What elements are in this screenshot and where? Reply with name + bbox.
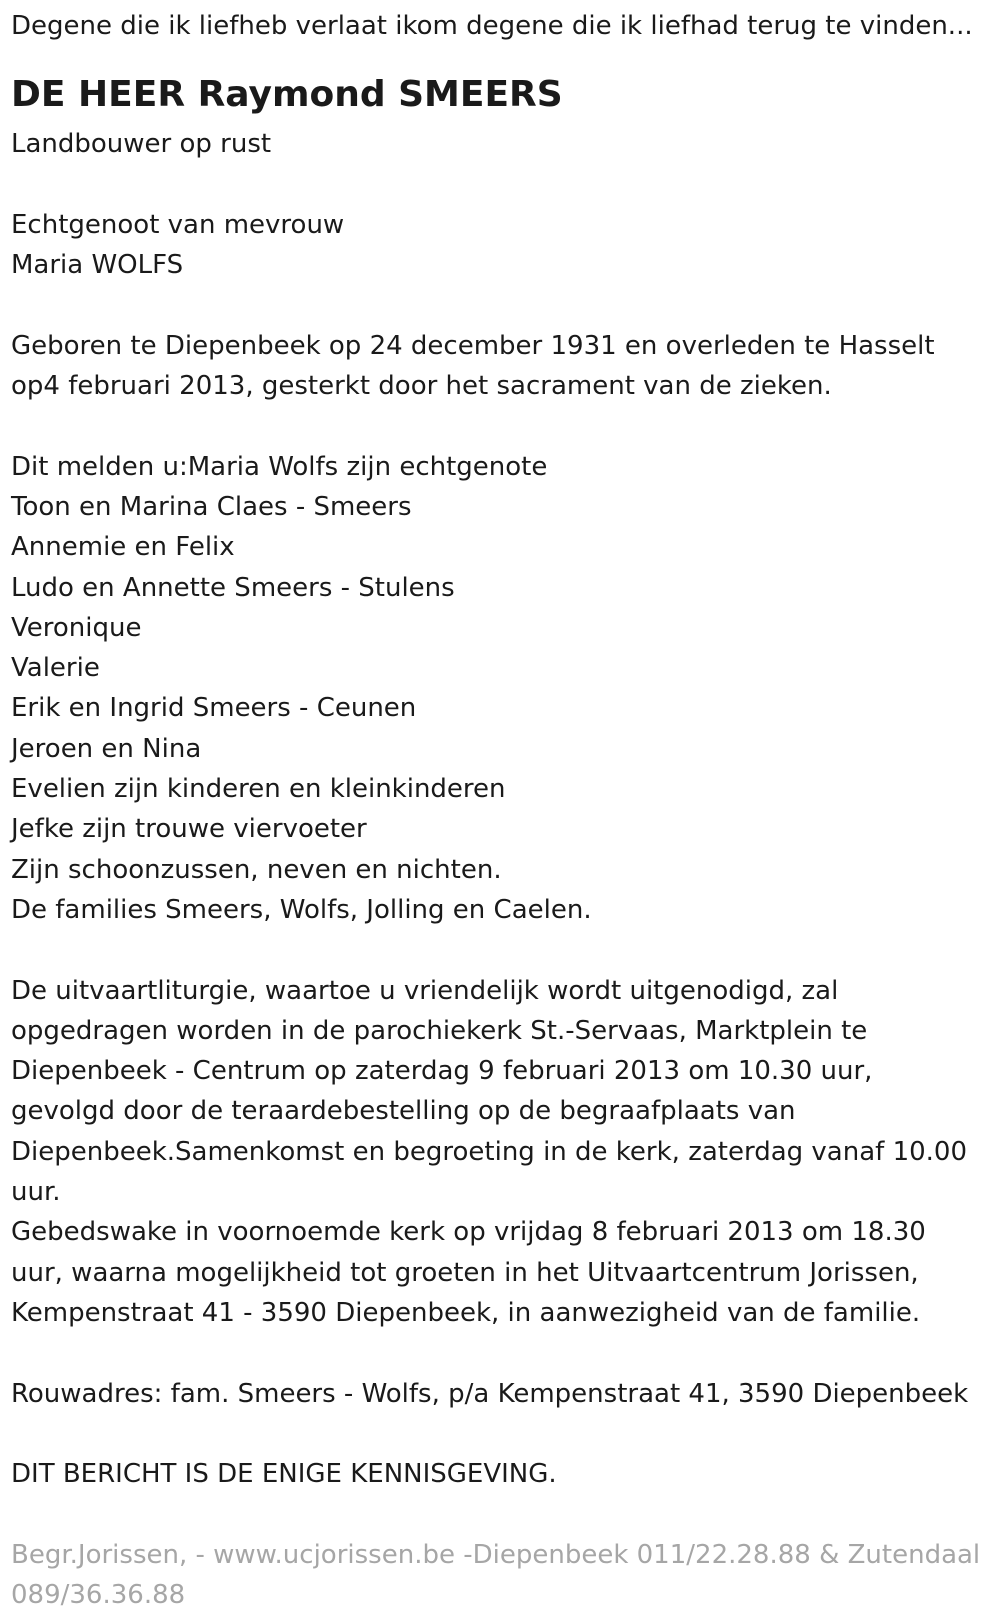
announcer-line: Evelien zijn kinderen en kleinkinderen xyxy=(11,774,506,805)
funeral-line: opgedragen worden in de parochiekerk St.-Servaas, Marktplein te xyxy=(11,1015,868,1046)
footer-line: 089/36.36.88 xyxy=(11,1579,186,1610)
birth-death-line: op4 februari 2013, gesterkt door het sacrament van de zieken. xyxy=(11,371,832,402)
tagline: Degene die ik liefheb verlaat ikom degene die ik liefhad terug te vinden... xyxy=(11,11,973,41)
announcer-line: Jeroen en Nina xyxy=(11,733,202,764)
funeral-line: uur, waarna mogelijkheid tot groeten in het Uitvaartcentrum Jorissen, xyxy=(11,1257,919,1288)
funeral-home-footer xyxy=(11,1535,990,1616)
announcer-line: De families Smeers, Wolfs, Jolling en Caelen. xyxy=(11,894,592,925)
announcer-line: Zijn schoonzussen, neven en nichten. xyxy=(11,854,502,885)
announcer-line: Ludo en Annette Smeers - Stulens xyxy=(11,572,455,603)
spouse-name: Maria WOLFS xyxy=(11,250,184,281)
funeral-line: De uitvaartliturgie, waartoe u vriendelijk wordt uitgenodigd, zal xyxy=(11,975,839,1006)
occupation: Landbouwer op rust xyxy=(11,129,272,160)
funeral-line: Diepenbeek.Samenkomst en begroeting in de kerk, zaterdag vanaf 10.00 xyxy=(11,1136,967,1167)
footer-line: Begr.Jorissen, - www.ucjorissen.be -Diepenbeek 011/22.28.88 & Zutendaal xyxy=(11,1539,981,1570)
birth-death-section xyxy=(11,326,990,407)
birth-death-line: Geboren te Diepenbeek op 24 december 1931 en overleden te Hasselt xyxy=(11,330,935,361)
funeral-line: Gebedswake in voornoemde kerk op vrijdag 8 februari 2013 om 18.30 xyxy=(11,1217,926,1248)
funeral-line: Kempenstraat 41 - 3590 Diepenbeek, in aanwezigheid van de familie. xyxy=(11,1297,921,1328)
announcers-list xyxy=(11,447,990,931)
mourning-address: Rouwadres: fam. Smeers - Wolfs, p/a Kempenstraat 41, 3590 Diepenbeek xyxy=(11,1378,969,1409)
spouse-intro: Echtgenoot van mevrouw xyxy=(11,209,345,240)
announcer-line: Jefke zijn trouwe viervoeter xyxy=(11,814,367,845)
announcer-line: Erik en Ingrid Smeers - Ceunen xyxy=(11,693,417,724)
notice: DIT BERICHT IS DE ENIGE KENNISGEVING. xyxy=(11,1459,557,1490)
funeral-line: gevolgd door de teraardebestelling op de begraafplaats van xyxy=(11,1096,796,1127)
deceased-name: DE HEER Raymond SMEERS xyxy=(11,74,563,116)
spouse-section xyxy=(11,205,990,286)
funeral-line: Diepenbeek - Centrum op zaterdag 9 februari 2013 om 10.30 uur, xyxy=(11,1056,873,1087)
funeral-details xyxy=(11,971,990,1334)
announcer-line: Toon en Marina Claes - Smeers xyxy=(11,491,412,522)
funeral-line: uur. xyxy=(11,1177,61,1208)
announcer-line: Veronique xyxy=(11,612,142,643)
announcer-line: Valerie xyxy=(11,653,100,684)
announcer-line: Annemie en Felix xyxy=(11,532,235,563)
announcer-line: Dit melden u:Maria Wolfs zijn echtgenote xyxy=(11,451,548,482)
